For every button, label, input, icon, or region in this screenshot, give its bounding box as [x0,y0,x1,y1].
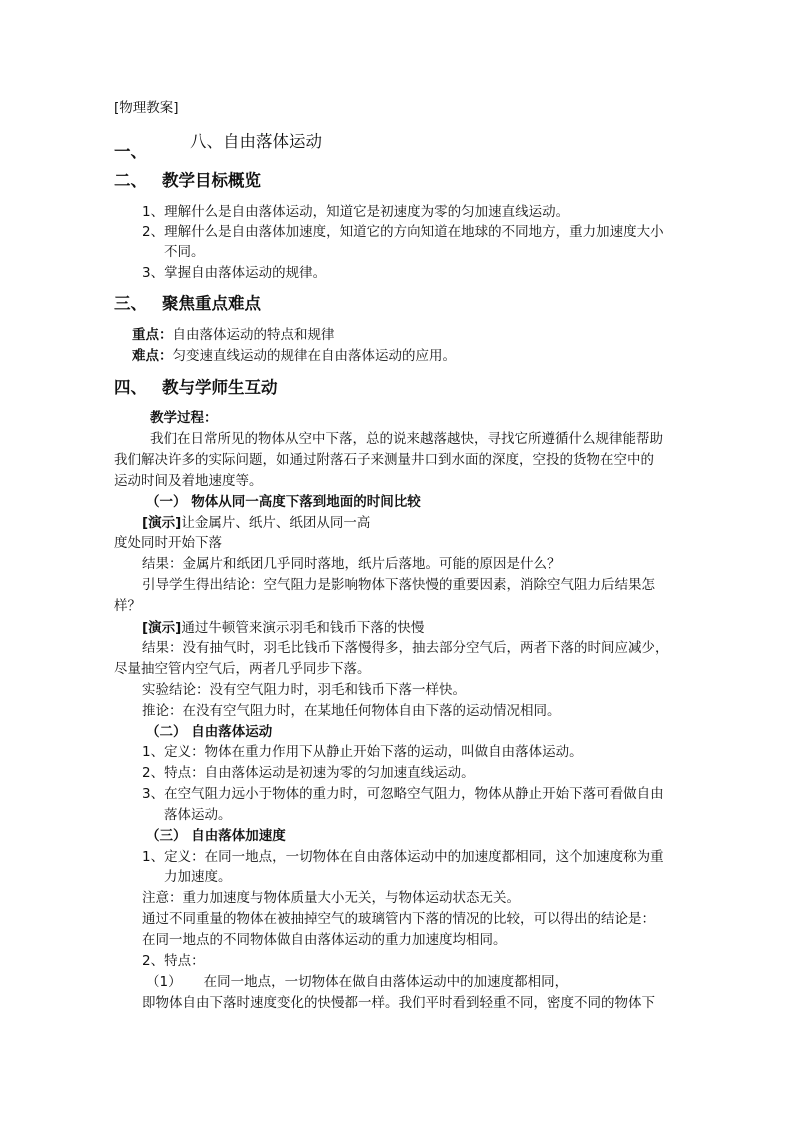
result-2-line-2: 尽量抽空管内空气后，两者几乎同步下落。 [114,661,371,677]
section-3-number: 三、 [114,294,147,313]
demo-2-text: 通过牛顿管来演示羽毛和钱币下落的快慢 [181,620,425,636]
objective-item-1 [142,203,569,221]
item-text: 在空气阻力远小于物体的重力时，可忽略空气阻力，物体从静止开始下落可看做自由 [164,786,664,802]
demo-1-line [142,514,370,532]
inference: 推论：在没有空气阻力时，在某地任何物体自由下落的运动情况相同。 [142,703,561,719]
objective-item-2 [142,223,664,241]
teaching-process-label: 教学过程： [150,410,218,426]
definition-text: 定义：在同一地点，一切物体在自由落体运动中的加速度都相同，这个加速度称为重 [164,849,664,865]
item-number: 3、 [142,786,165,802]
result-1: 结果：金属片和纸团几乎同时落地，纸片后落地。可能的原因是什么？ [142,556,561,572]
item-number: 1、 [142,744,165,760]
header-tag: [物理教案] [114,100,179,116]
key-point-label: 重点： [132,327,173,343]
item-number: 2、 [142,953,165,969]
section-2-number: 二、 [114,171,147,190]
part-2-item-2 [142,764,475,782]
objective-text: 理解什么是自由落体运动，知道它是初速度为零的匀加速直线运动。 [164,204,570,220]
section-3-title: 聚焦重点难点 [162,294,261,313]
objective-number: 2、 [142,224,165,240]
part-3-heading: （三） 自由落体加速度 [146,828,286,844]
compare-line-1: 通过不同重量的物体在被抽掉空气的玻璃管内下落的情况的比较，可以得出的结论是： [142,911,655,927]
note: 注意：重力加速度与物体质量大小无关，与物体运动状态无关。 [142,890,520,906]
features-line [142,952,205,970]
difficult-point [132,347,456,365]
objective-number: 1、 [142,204,165,220]
item-text: 定义：物体在重力作用下从静止开始下落的运动，叫做自由落体运动。 [164,744,583,760]
objective-item-3 [142,264,326,282]
experiment-conclusion: 实验结论：没有空气阻力时，羽毛和钱币下落一样快。 [142,682,466,698]
difficult-point-label: 难点： [132,348,173,364]
intro-line-3: 运动时间及着地速度等。 [114,473,263,489]
part-1-heading: （一） 物体从同一高度下落到地面的时间比较 [146,494,421,510]
demo-2-line [142,619,424,637]
item-text: 特点：自由落体运动是初速为零的匀加速直线运动。 [164,765,475,781]
feature-sub-1 [146,973,568,991]
objective-text: 掌握自由落体运动的规律。 [164,265,327,281]
objective-item-2-cont: 不同。 [164,244,205,260]
sub-text: 在同一地点，一切物体在做自由落体运动中的加速度都相同， [203,974,569,990]
objective-number: 3、 [142,265,165,281]
intro-line-1: 我们在日常所见的物体从空中下落，总的说来越落越快，寻找它所遵循什么规律能帮助 [150,431,663,447]
demo-tag: [演示] [142,515,182,531]
key-point [132,326,335,344]
section-1-number: 一、 [114,142,147,161]
section-4-number: 四、 [114,378,147,397]
compare-line-2: 在同一地点的不同物体做自由落体运动的重力加速度均相同。 [142,932,507,948]
last-line: 即物体自由下落时速度变化的快慢都一样。我们平时看到轻重不同，密度不同的物体下 [142,995,655,1011]
section-1-title: 八、自由落体运动 [190,132,322,151]
part-2-item-3 [142,785,664,803]
demo-tag: [演示] [142,620,182,636]
section-2-title: 教学目标概览 [162,171,261,190]
features-label: 特点： [164,953,205,969]
definition-line-cont: 力加速度。 [164,869,232,885]
result-2-line-1: 结果：没有抽气时，羽毛比钱币下落慢得多，抽去部分空气后，两者下落的时间应减少， [142,640,669,656]
key-point-text: 自由落体运动的特点和规律 [172,327,335,343]
part-2-item-1 [142,743,583,761]
difficult-point-text: 匀变速直线运动的规律在自由落体运动的应用。 [172,348,456,364]
objective-text: 理解什么是自由落体加速度，知道它的方向知道在地球的不同地方，重力加速度大小 [164,224,664,240]
demo-1-text: 让金属片、纸片、纸团从同一高 [181,515,371,531]
intro-line-2: 我们解决许多的实际问题，如通过附落石子来测量井口到水面的深度，空投的货物在空中的 [114,452,654,468]
guide-line-2: 样？ [114,598,141,614]
item-number: 2、 [142,765,165,781]
definition-line [142,848,664,866]
item-number: 1、 [142,849,165,865]
guide-line-1: 引导学生得出结论：空气阻力是影响物体下落快慢的重要因素，消除空气阻力后结果怎 [142,577,655,593]
part-2-heading: （二） 自由落体运动 [146,724,273,740]
sub-number: （1） [146,974,182,990]
part-2-item-3-cont: 落体运动。 [164,807,232,823]
demo-1-line-cont: 度处同时开始下落 [114,535,222,551]
section-4-title: 教与学师生互动 [162,378,278,397]
